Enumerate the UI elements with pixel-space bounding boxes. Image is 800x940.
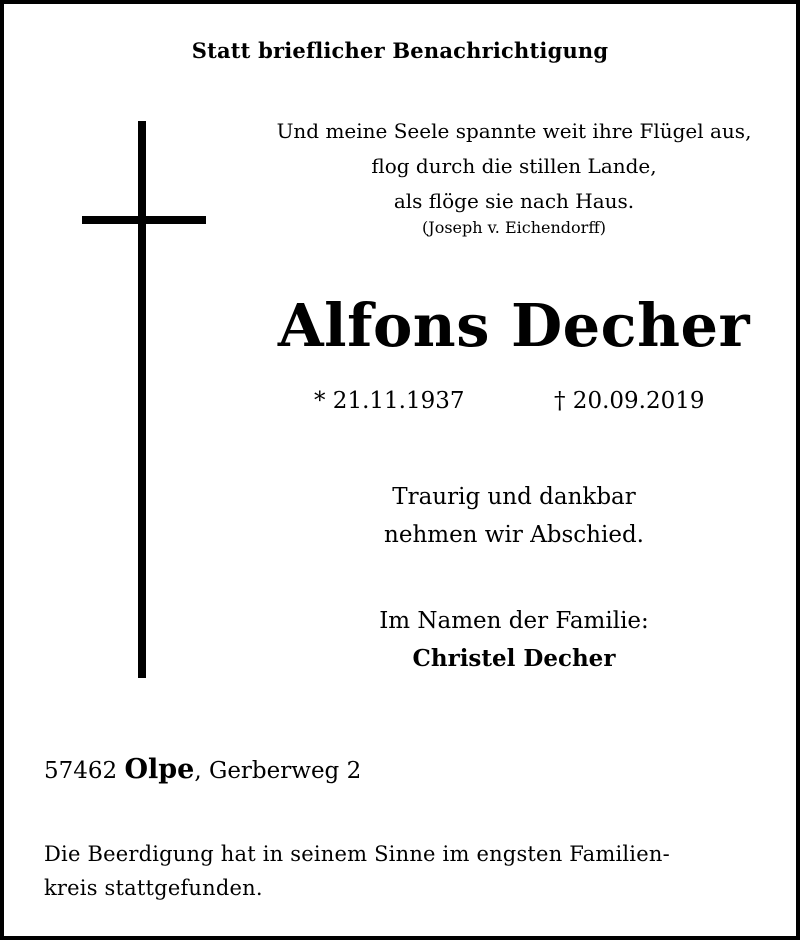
signer-name: Christel Decher — [412, 645, 616, 672]
notice-header: Statt brieflicher Benachrichtigung — [191, 38, 609, 63]
address — [44, 752, 361, 789]
postal-code: 57462 — [44, 758, 118, 784]
poem-line: Und meine Seele spannte weit ihre Flügel aus, — [276, 119, 752, 143]
poem-line: als flöge sie nach Haus. — [393, 189, 635, 213]
deceased-name: Alfons Decher — [277, 291, 751, 360]
farewell-line: nehmen wir Abschied. — [384, 522, 644, 548]
family-signature — [244, 602, 784, 678]
family-intro: Im Namen der Familie: — [379, 608, 649, 634]
birth-date: * 21.11.1937 — [314, 388, 465, 414]
death-date: † 20.09.2019 — [554, 388, 705, 414]
funeral-note-line: Die Beerdigung hat in seinem Sinne im engsten Familien- — [44, 842, 670, 866]
poem-author: (Joseph v. Eichendorff) — [422, 218, 606, 237]
poem-line: flog durch die stillen Lande, — [371, 154, 657, 178]
funeral-note — [44, 837, 779, 905]
farewell-text — [244, 478, 784, 554]
farewell-line: Traurig und dankbar — [392, 484, 636, 510]
city-name: Olpe — [124, 754, 195, 785]
funeral-note-line: kreis stattgefunden. — [44, 876, 263, 900]
street-address: , Gerberweg 2 — [194, 758, 362, 784]
poem-quote — [244, 114, 784, 241]
cross-icon-vertical-bar — [138, 121, 146, 678]
cross-icon-horizontal-bar — [82, 216, 206, 224]
